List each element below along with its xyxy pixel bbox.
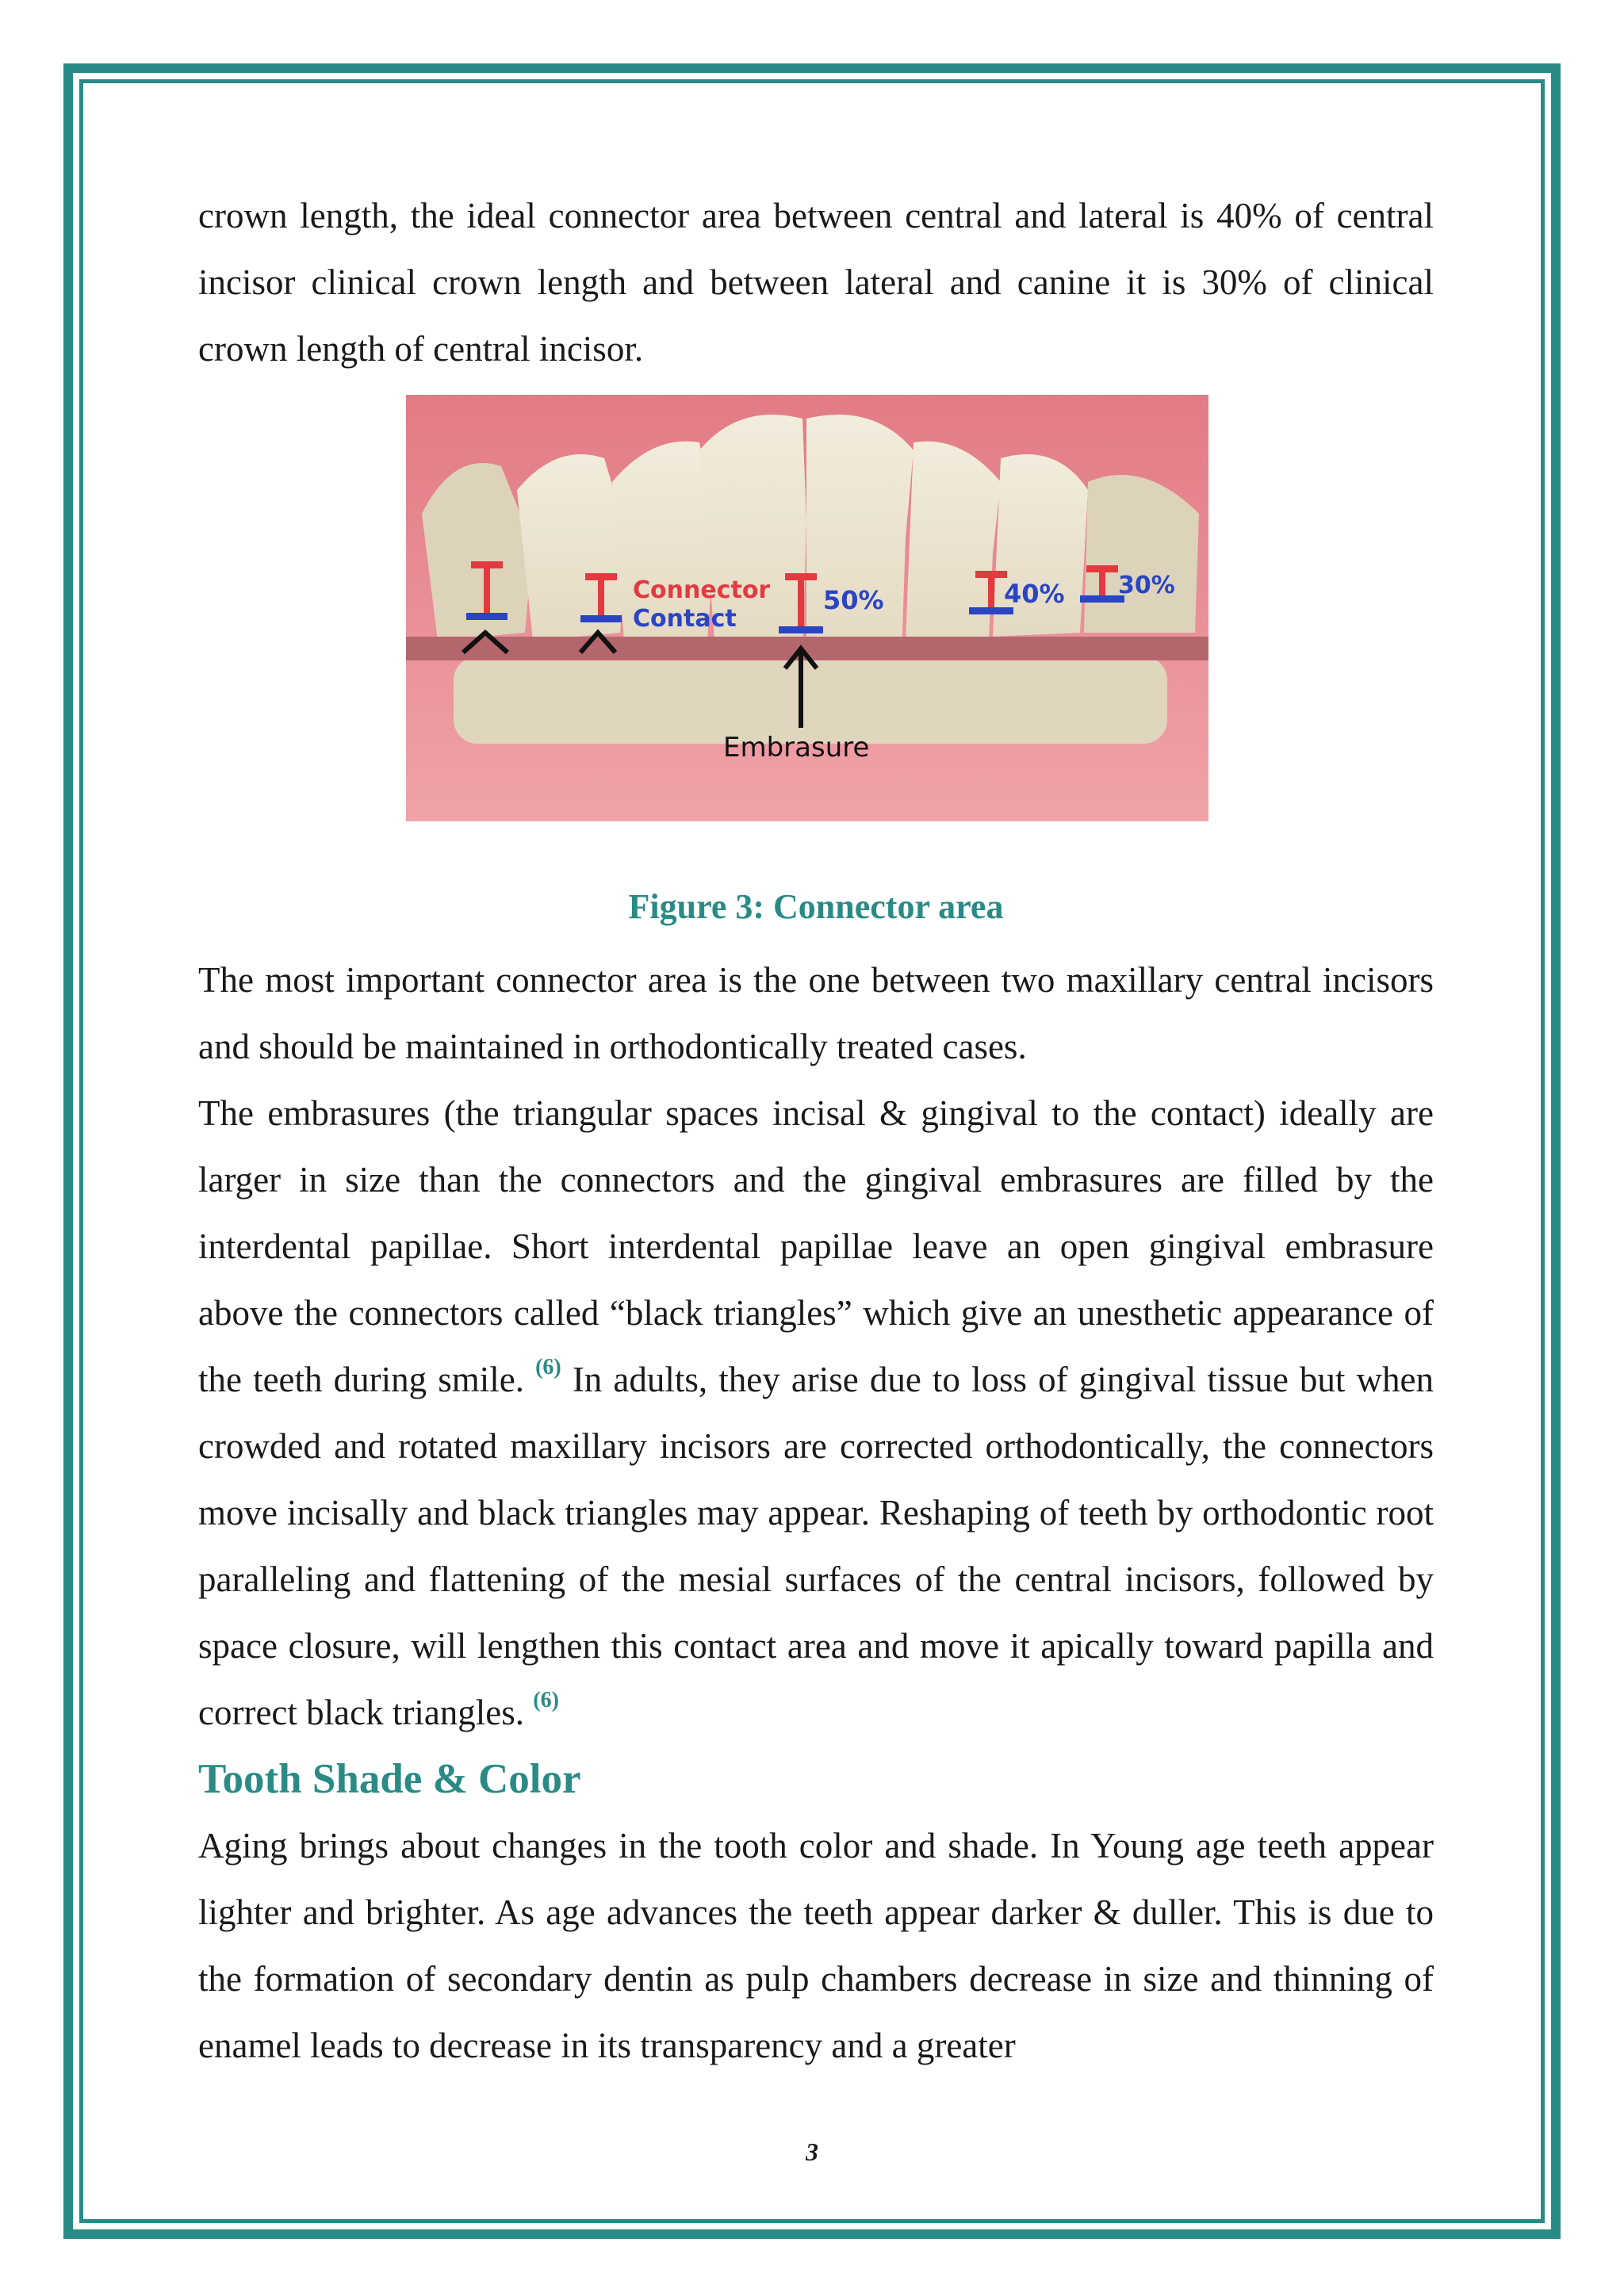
- embrasures-text-b: In adults, they arise due to loss of gingival tissue but when crowded and rotated maxillary incisors are corrected orthodontically, the connectors move incisally and black triangles may appear. Reshaping of teeth by orthodontic root paralleling and flattening of the mesial surfaces of the central incisors, followed by space closure, will lengthen this contact area and move it apically toward papilla and correct black triangles.: [198, 1360, 1434, 1732]
- connector-area-photo: [406, 395, 1208, 821]
- page-content: [198, 182, 1434, 2079]
- paragraph-aging-color: Aging brings about changes in the tooth color and shade. In Young age teeth appear lighter and brighter. As age advances the teeth appear darker & duller. This is due to the formation of secondary dentin as pulp chambers decrease in size and thinning of enamel leads to decrease in its transparency and a greater: [198, 1826, 1434, 2065]
- citation-6-a: (6): [535, 1355, 561, 1380]
- teeth-illustration: [406, 395, 1208, 821]
- label-contact: Contact: [633, 605, 737, 633]
- label-30-percent: 30%: [1118, 572, 1175, 599]
- section-heading-tooth-shade: Tooth Shade & Color: [198, 1756, 581, 1802]
- page-number: 3: [806, 2137, 818, 2166]
- paragraph-connector-ratio: crown length, the ideal connector area between central and lateral is 40% of central incisor clinical crown length and between lateral and canine it is 30% of clinical crown length of central incisor.: [198, 196, 1434, 369]
- label-40-percent: 40%: [1004, 579, 1065, 609]
- paragraph-embrasures: [198, 1080, 1434, 1746]
- citation-6-b: (6): [533, 1688, 559, 1712]
- figure-3: [198, 382, 1434, 874]
- paragraph-maxillary-connector: The most important connector area is the one between two maxillary central incisors and should be maintained in orthodontically treated cases.: [198, 960, 1434, 1066]
- figure-caption: Figure 3: Connector area: [628, 887, 1004, 926]
- embrasures-text-a: The embrasures (the triangular spaces incisal & gingival to the contact) ideally are larger in size than the connectors and the gingival embrasures are filled by the interdental papillae. Short interdental papillae leave an open gingival embrasure above the connectors called “black triangles” which give an unesthetic appearance of the teeth during smile.: [198, 1093, 1434, 1399]
- label-50-percent: 50%: [823, 585, 884, 615]
- label-embrasure: Embrasure: [723, 732, 870, 763]
- label-connector: Connector: [633, 576, 771, 604]
